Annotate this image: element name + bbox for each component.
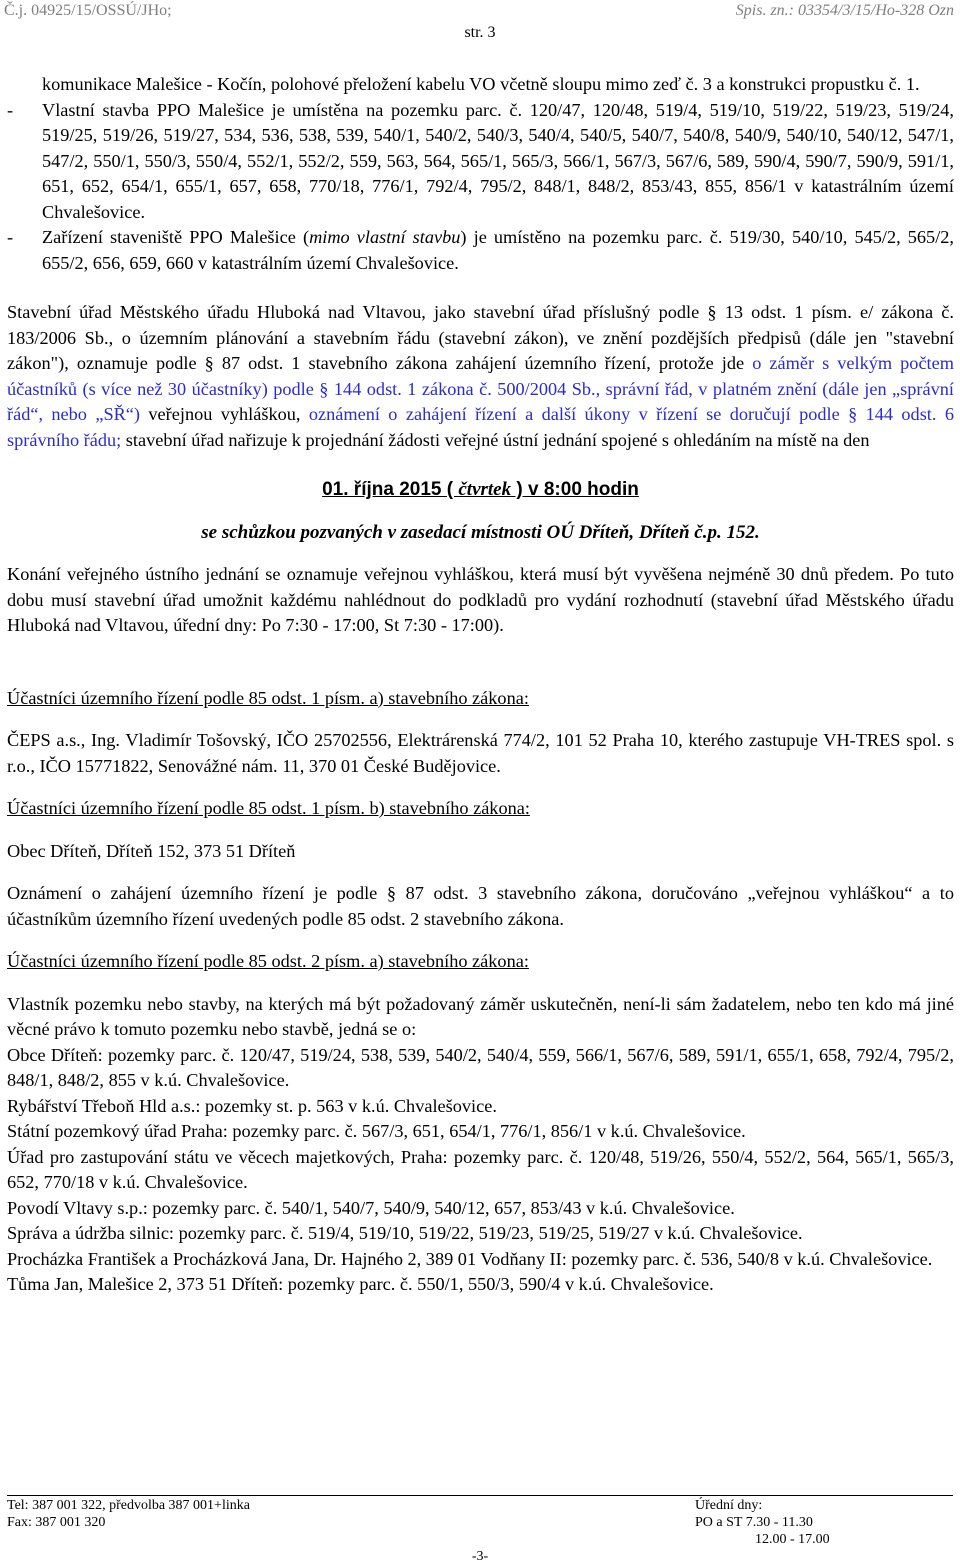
link-text: o záměr s velkým počtem účastníků (s více než 30 účastníky) podle § 144 odst. 1 zákona č. 500/2004 Sb., správní řád, v platném znění (dále jen „správní řád“, nebo „SŘ“): [7, 353, 954, 424]
participant-ceps: ČEPS a.s., Ing. Vladimír Tošovský, IČO 25702556, Elektrárenská 774/2, 101 52 Praha 10, kterého zastupuje VH-TRES spol. s r.o., IČO 15771822, Senovážné nám. 11, 370 01 České Budějovice.: [7, 730, 954, 776]
hearing-date: 01. října 2015 ( čtvrtek ) v 8:00 hodin: [322, 479, 639, 500]
owner-paragraph: Vlastník pozemku nebo stavby, na kterých má být požadovaný záměr uskutečněn, není-li sám žadatelem, nebo ten kdo má jiné věcné právo k tomuto pozemku nebo stavbě, jedná se o:: [7, 993, 954, 1039]
owner-list: [7, 1043, 954, 1298]
office-hours-label: Úřední dny:: [695, 1498, 763, 1513]
section-heading-b: Účastníci územního řízení podle 85 odst. 1 písm. b) stavebního zákona:: [7, 798, 530, 818]
document-body: [7, 72, 954, 1298]
footer-fax: Fax: 387 001 320: [7, 1515, 106, 1530]
main-paragraph: Stavební úřad Městského úřadu Hluboká nad Vltavou, jako stavební úřad příslušný podle § 13 odst. 1 písm. e/ zákona č. 183/2006 Sb., o územním plánování a stavebním řádu (stavební zákon), ve znění pozdějších předpisů (dále jen "stavební zákon"), oznamuje podle § 87 odst. 1 stavebního zákona zahájení územního řízení, protože jde o záměr s velkým počtem účastníků (s více než 30 účastníky) podle § 144 odst. 1 zákona č. 500/2004 Sb., správní řád, v platném znění (dále jen „správní řád“, nebo „SŘ“) veřejnou vyhláškou, oznámení o zahájení řízení a další úkony v řízení se doručují podle § 144 odst. 6 správního řádu; stavební úřad nařizuje k projednání žádosti veřejné ústní jednání spojené s ohledáním na místě na den: [7, 302, 954, 450]
list-item: Procházka František a Procházková Jana, Dr. Hajného 2, 389 01 Vodňany II: pozemky parc. č. 536, 540/8 v k.ú. Chvalešovice.: [7, 1248, 933, 1269]
office-hours-1: PO a ST 7.30 - 11.30: [695, 1515, 813, 1530]
continued-paragraph: komunikace Malešice - Kočín, polohové přeložení kabelu VO včetně sloupu mimo zeď č. 3 a konstrukci propustku č. 1.: [42, 74, 920, 94]
page-label: str. 3: [464, 24, 496, 41]
file-number: Spis. zn.: 03354/3/15/Ho-328 Ozn: [735, 2, 954, 19]
list-item: Úřad pro zastupování státu ve věcech majetkových, Praha: pozemky parc. č. 120/48, 519/26, 550/4, 552/2, 564, 565/1, 565/3, 652, 770/18 v k.ú. Chvalešovice.: [7, 1146, 954, 1192]
participant-obec: Obec Dříteň, Dříteň 152, 373 51 Dříteň: [7, 840, 296, 861]
page-number: -3-: [471, 1549, 489, 1564]
section-heading-a: Účastníci územního řízení podle 85 odst. 1 písm. a) stavebního zákona:: [7, 687, 529, 708]
office-hours-2: 12.00 - 17.00: [755, 1532, 830, 1547]
footer-phone: Tel: 387 001 322, předvolba 387 001+linka: [7, 1498, 250, 1513]
footer-divider: [7, 1495, 953, 1496]
list-item: Státní pozemkový úřad Praha: pozemky parc. č. 567/3, 651, 654/1, 776/1, 856/1 v k.ú. Chvalešovice.: [7, 1121, 746, 1141]
section-heading-c: Účastníci územního řízení podle 85 odst. 2 písm. a) stavebního zákona:: [7, 951, 529, 971]
reference-number: Č.j. 04925/15/OSSÚ/JHo;: [4, 2, 172, 19]
notice-paragraph: Oznámení o zahájení územního řízení je podle § 87 odst. 3 stavebního zákona, doručováno „veřejnou vyhláškou“ a to účastníkům územního řízení uvedených podle 85 odst. 2 stavebního zákona.: [7, 883, 954, 929]
list-item: Povodí Vltavy s.p.: pozemky parc. č. 540/1, 540/7, 540/9, 540/12, 657, 853/43 v k.ú. Chvalešovice.: [7, 1197, 735, 1218]
list-item: Tůma Jan, Malešice 2, 373 51 Dříteň: pozemky parc. č. 550/1, 550/3, 590/4 v k.ú. Chvalešovice.: [7, 1274, 714, 1294]
list-item: Rybářství Třeboň Hld a.s.: pozemky st. p. 563 v k.ú. Chvalešovice.: [7, 1095, 497, 1116]
dash-item-stavba: - Vlastní stavba PPO Malešice je umístěna na pozemku parc. č. 120/47, 120/48, 519/4, 519/10, 519/22, 519/23, 519/24, 519/25, 519/26, 519/27, 534, 536, 538, 539, 540/1, 540/2, 540/3, 540/4, 540/5, 540/7, 540/8, 540/9, 540/10, 540/12, 547/1, 547/2, 550/1, 550/3, 550/4, 552/1, 552/2, 559, 563, 564, 565/1, 565/3, 566/1, 567/3, 567/6, 589, 590/4, 590/7, 590/9, 591/1, 651, 652, 654/1, 655/1, 657, 658, 770/18, 776/1, 792/4, 795/2, 848/1, 848/2, 853/43, 855, 856/1 v katastrálním území Chvalešovice.: [7, 99, 954, 222]
konani-paragraph: Konání veřejného ústního jednání se oznamuje veřejnou vyhláškou, která musí být vyvěšena nejméně 30 dnů předem. Po tuto dobu musí stavební úřad umožnit každému nahlédnout do podkladů pro vydání rozhodnutí (stavební úřad Městského úřadu Hluboká nad Vltavou, úřední dny: Po 7:30 - 17:00, St 7:30 - 17:00).: [7, 564, 954, 635]
link-text: oznámení o zahájení řízení a další úkony v řízení se doručují podle § 144 odst. 6 správního řádu;: [7, 404, 954, 450]
dash-item-zarizeni: - Zařízení staveniště PPO Malešice (mimo vlastní stavbu) je umístěno na pozemku parc. č. 519/30, 540/10, 545/2, 565/2, 655/2, 656, 659, 660 v katastrálním území Chvalešovice.: [7, 227, 954, 273]
meeting-place: se schůzkou pozvaných v zasedací místnosti OÚ Dříteň, Dříteň č.p. 152.: [201, 521, 760, 543]
list-item: Správa a údržba silnic: pozemky parc. č. 519/4, 519/10, 519/22, 519/23, 519/25, 519/27 v k.ú. Chvalešovice.: [7, 1223, 803, 1243]
list-item: Obce Dříteň: pozemky parc. č. 120/47, 519/24, 538, 539, 540/2, 540/4, 559, 566/1, 567/6, 589, 591/1, 655/1, 658, 792/4, 795/2, 848/1, 848/2, 855 v k.ú. Chvalešovice.: [7, 1044, 954, 1090]
